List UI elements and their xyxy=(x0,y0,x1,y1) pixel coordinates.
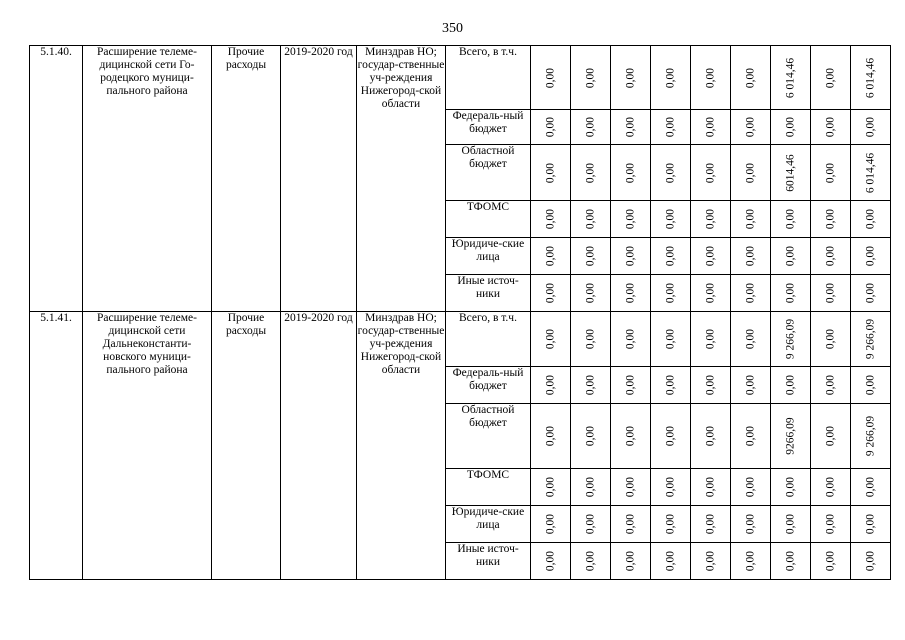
cell-value: 0,00 xyxy=(704,328,716,350)
value-cell xyxy=(691,145,731,201)
cell-value: 0,00 xyxy=(624,425,636,447)
value-cell xyxy=(851,201,891,238)
cell-value: 0,00 xyxy=(864,513,876,535)
value-cell xyxy=(531,469,571,506)
cell-value: 6 014,46 xyxy=(864,57,876,98)
value-cell xyxy=(771,312,811,367)
cell-value: 0,00 xyxy=(704,374,716,396)
value-cell xyxy=(531,46,571,110)
value-cell xyxy=(691,469,731,506)
source-legal-label: Юридиче-ские лица xyxy=(446,238,531,275)
value-cell xyxy=(651,145,691,201)
value-cell xyxy=(731,46,771,110)
source-tfoms-label: ТФОМС xyxy=(446,469,531,506)
value-cell xyxy=(811,469,851,506)
cell-value: 0,00 xyxy=(624,282,636,304)
cell-value: 0,00 xyxy=(824,425,836,447)
cell-value: 0,00 xyxy=(864,550,876,572)
value-cell xyxy=(611,46,651,110)
cell-value: 0,00 xyxy=(664,328,676,350)
cell-value: 0,00 xyxy=(704,282,716,304)
value-cell xyxy=(811,312,851,367)
value-cell xyxy=(651,312,691,367)
cell-value: 0,00 xyxy=(624,513,636,535)
cell-value: 0,00 xyxy=(544,116,556,138)
cell-value: 0,00 xyxy=(664,425,676,447)
value-cell xyxy=(531,145,571,201)
value-cell xyxy=(731,145,771,201)
cell-value: 0,00 xyxy=(624,245,636,267)
source-federal-label: Федераль-ный бюджет xyxy=(446,110,531,145)
value-cell xyxy=(691,543,731,580)
cell-value: 0,00 xyxy=(544,374,556,396)
cell-value: 0,00 xyxy=(864,116,876,138)
cell-value: 6 014,46 xyxy=(864,152,876,193)
value-cell xyxy=(651,275,691,312)
cell-value: 0,00 xyxy=(584,245,596,267)
value-cell xyxy=(731,543,771,580)
cell-value: 0,00 xyxy=(544,208,556,230)
value-cell xyxy=(851,145,891,201)
value-cell xyxy=(691,110,731,145)
value-cell xyxy=(651,110,691,145)
value-cell xyxy=(571,110,611,145)
source-regional-label: Областной бюджет xyxy=(446,145,531,201)
value-cell xyxy=(851,469,891,506)
project-name: Расширение телеме-дицинской сети Дальнеконстанти-новского муници-пального района xyxy=(83,312,212,580)
cell-value: 0,00 xyxy=(664,513,676,535)
value-cell xyxy=(531,506,571,543)
value-cell xyxy=(611,238,651,275)
source-federal-label: Федераль-ный бюджет xyxy=(446,367,531,404)
cell-value: 0,00 xyxy=(704,162,716,183)
cell-value: 0,00 xyxy=(744,550,756,572)
value-cell xyxy=(731,201,771,238)
value-cell xyxy=(651,367,691,404)
cell-value: 0,00 xyxy=(544,162,556,183)
cell-value: 0,00 xyxy=(824,282,836,304)
cell-value: 0,00 xyxy=(784,208,796,230)
cell-value: 0,00 xyxy=(744,162,756,183)
source-legal-label: Юридиче-ские лица xyxy=(446,506,531,543)
value-cell xyxy=(811,145,851,201)
cell-value: 0,00 xyxy=(704,116,716,138)
value-cell xyxy=(651,506,691,543)
value-cell xyxy=(771,110,811,145)
cell-value: 0,00 xyxy=(544,425,556,447)
value-cell xyxy=(611,404,651,469)
page-number: 350 xyxy=(442,21,463,36)
cell-value: 0,00 xyxy=(704,208,716,230)
value-cell xyxy=(691,275,731,312)
budget-table xyxy=(29,45,891,580)
value-cell xyxy=(571,46,611,110)
project-period: 2019-2020 год xyxy=(281,46,357,312)
value-cell xyxy=(571,469,611,506)
cell-value: 0,00 xyxy=(744,67,756,88)
value-cell xyxy=(611,110,651,145)
value-cell xyxy=(611,543,651,580)
cell-value: 0,00 xyxy=(664,67,676,88)
value-cell xyxy=(731,367,771,404)
cell-value: 9 266,09 xyxy=(864,415,876,457)
cell-value: 0,00 xyxy=(824,162,836,183)
cell-value: 0,00 xyxy=(544,513,556,535)
cell-value: 0,00 xyxy=(704,550,716,572)
source-regional-label: Областной бюджет xyxy=(446,404,531,469)
value-cell xyxy=(691,404,731,469)
project-executor: Минздрав НО; государ-ственные уч-реждения Нижегород-ской области xyxy=(357,46,446,312)
value-cell xyxy=(651,238,691,275)
value-cell xyxy=(731,404,771,469)
cell-value: 0,00 xyxy=(664,245,676,267)
cell-value: 0,00 xyxy=(824,245,836,267)
cell-value: 0,00 xyxy=(584,425,596,447)
cell-value: 9 266,09 xyxy=(864,318,876,360)
value-cell xyxy=(571,238,611,275)
cell-value: 0,00 xyxy=(664,208,676,230)
cell-value: 0,00 xyxy=(584,374,596,396)
value-cell xyxy=(571,506,611,543)
value-cell xyxy=(731,238,771,275)
cell-value: 0,00 xyxy=(744,116,756,138)
value-cell xyxy=(811,543,851,580)
cell-value: 0,00 xyxy=(744,208,756,230)
cell-value: 0,00 xyxy=(744,513,756,535)
cell-value: 0,00 xyxy=(824,374,836,396)
cell-value: 0,00 xyxy=(864,282,876,304)
value-cell xyxy=(611,201,651,238)
value-cell xyxy=(811,238,851,275)
cell-value: 0,00 xyxy=(784,282,796,304)
value-cell xyxy=(771,201,811,238)
value-cell xyxy=(651,46,691,110)
cell-value: 0,00 xyxy=(784,116,796,138)
table-body xyxy=(30,46,891,580)
value-cell xyxy=(771,145,811,201)
value-cell xyxy=(811,404,851,469)
cell-value: 0,00 xyxy=(744,328,756,350)
value-cell xyxy=(531,367,571,404)
value-cell xyxy=(571,312,611,367)
value-cell xyxy=(571,543,611,580)
cell-value: 0,00 xyxy=(584,550,596,572)
cell-value: 0,00 xyxy=(664,476,676,498)
value-cell xyxy=(691,367,731,404)
value-cell xyxy=(851,275,891,312)
value-cell xyxy=(851,238,891,275)
cell-value: 0,00 xyxy=(584,282,596,304)
cell-value: 0,00 xyxy=(544,550,556,572)
cell-value: 0,00 xyxy=(704,245,716,267)
value-cell xyxy=(691,506,731,543)
cell-value: 9266,09 xyxy=(784,417,796,455)
cell-value: 0,00 xyxy=(664,162,676,183)
value-cell xyxy=(571,367,611,404)
cell-value: 0,00 xyxy=(624,374,636,396)
cell-value: 0,00 xyxy=(664,374,676,396)
project-executor: Минздрав НО; государ-ственные уч-реждения Нижегород-ской области xyxy=(357,312,446,580)
cell-value: 0,00 xyxy=(624,550,636,572)
value-cell xyxy=(691,201,731,238)
value-cell xyxy=(771,404,811,469)
cell-value: 0,00 xyxy=(744,245,756,267)
table-row xyxy=(30,46,891,110)
cell-value: 0,00 xyxy=(584,162,596,183)
cell-value: 0,00 xyxy=(584,513,596,535)
value-cell xyxy=(731,312,771,367)
value-cell xyxy=(611,367,651,404)
value-cell xyxy=(691,46,731,110)
cell-value: 0,00 xyxy=(544,67,556,88)
value-cell xyxy=(571,201,611,238)
cell-value: 9 266,09 xyxy=(784,318,796,360)
cell-value: 0,00 xyxy=(624,162,636,183)
value-cell xyxy=(771,506,811,543)
cell-value: 0,00 xyxy=(584,476,596,498)
value-cell xyxy=(571,145,611,201)
cell-value: 0,00 xyxy=(744,476,756,498)
project-name: Расширение телеме-дицинской сети Го-родецкого муници-пального района xyxy=(83,46,212,312)
cell-value: 0,00 xyxy=(744,282,756,304)
value-cell xyxy=(651,201,691,238)
value-cell xyxy=(851,110,891,145)
cell-value: 0,00 xyxy=(544,282,556,304)
cell-value: 0,00 xyxy=(584,208,596,230)
cell-value: 0,00 xyxy=(624,328,636,350)
value-cell xyxy=(851,404,891,469)
cell-value: 0,00 xyxy=(824,67,836,88)
cell-value: 0,00 xyxy=(624,67,636,88)
project-number: 5.1.40. xyxy=(30,46,83,312)
cell-value: 0,00 xyxy=(824,328,836,350)
value-cell xyxy=(611,145,651,201)
expense-type: Прочие расходы xyxy=(212,46,281,312)
cell-value: 0,00 xyxy=(784,550,796,572)
value-cell xyxy=(811,110,851,145)
cell-value: 0,00 xyxy=(704,67,716,88)
cell-value: 0,00 xyxy=(864,374,876,396)
value-cell xyxy=(611,312,651,367)
cell-value: 0,00 xyxy=(824,208,836,230)
value-cell xyxy=(571,404,611,469)
value-cell xyxy=(531,275,571,312)
value-cell xyxy=(851,543,891,580)
value-cell xyxy=(651,543,691,580)
value-cell xyxy=(811,46,851,110)
value-cell xyxy=(771,543,811,580)
cell-value: 0,00 xyxy=(584,328,596,350)
source-total-label: Всего, в т.ч. xyxy=(446,46,531,110)
cell-value: 0,00 xyxy=(784,245,796,267)
table-row xyxy=(30,312,891,367)
value-cell xyxy=(731,275,771,312)
cell-value: 0,00 xyxy=(544,245,556,267)
source-total-label: Всего, в т.ч. xyxy=(446,312,531,367)
cell-value: 0,00 xyxy=(584,67,596,88)
project-period: 2019-2020 год xyxy=(281,312,357,580)
cell-value: 0,00 xyxy=(784,513,796,535)
value-cell xyxy=(651,404,691,469)
cell-value: 0,00 xyxy=(664,282,676,304)
cell-value: 0,00 xyxy=(824,116,836,138)
cell-value: 0,00 xyxy=(824,513,836,535)
value-cell xyxy=(731,469,771,506)
value-cell xyxy=(811,275,851,312)
cell-value: 0,00 xyxy=(544,476,556,498)
cell-value: 0,00 xyxy=(744,374,756,396)
source-other-label: Иные источ-ники xyxy=(446,275,531,312)
value-cell xyxy=(771,367,811,404)
cell-value: 6014,46 xyxy=(784,153,796,192)
cell-value: 0,00 xyxy=(664,550,676,572)
value-cell xyxy=(691,238,731,275)
value-cell xyxy=(531,238,571,275)
value-cell xyxy=(731,506,771,543)
cell-value: 0,00 xyxy=(544,328,556,350)
value-cell xyxy=(531,312,571,367)
value-cell xyxy=(771,46,811,110)
value-cell xyxy=(611,506,651,543)
expense-type: Прочие расходы xyxy=(212,312,281,580)
value-cell xyxy=(771,238,811,275)
value-cell xyxy=(851,367,891,404)
value-cell xyxy=(531,110,571,145)
value-cell xyxy=(811,201,851,238)
value-cell xyxy=(531,201,571,238)
cell-value: 0,00 xyxy=(864,476,876,498)
value-cell xyxy=(691,312,731,367)
value-cell xyxy=(851,312,891,367)
value-cell xyxy=(531,404,571,469)
value-cell xyxy=(651,469,691,506)
cell-value: 0,00 xyxy=(704,425,716,447)
cell-value: 0,00 xyxy=(824,476,836,498)
cell-value: 0,00 xyxy=(624,116,636,138)
cell-value: 0,00 xyxy=(784,476,796,498)
cell-value: 6 014,46 xyxy=(784,57,796,98)
cell-value: 0,00 xyxy=(704,513,716,535)
value-cell xyxy=(731,110,771,145)
value-cell xyxy=(771,275,811,312)
cell-value: 0,00 xyxy=(864,208,876,230)
source-other-label: Иные источ-ники xyxy=(446,543,531,580)
cell-value: 0,00 xyxy=(824,550,836,572)
project-number: 5.1.41. xyxy=(30,312,83,580)
value-cell xyxy=(611,469,651,506)
value-cell xyxy=(811,506,851,543)
cell-value: 0,00 xyxy=(784,374,796,396)
cell-value: 0,00 xyxy=(864,245,876,267)
value-cell xyxy=(531,543,571,580)
value-cell xyxy=(571,275,611,312)
cell-value: 0,00 xyxy=(624,476,636,498)
cell-value: 0,00 xyxy=(664,116,676,138)
cell-value: 0,00 xyxy=(744,425,756,447)
source-tfoms-label: ТФОМС xyxy=(446,201,531,238)
cell-value: 0,00 xyxy=(584,116,596,138)
value-cell xyxy=(811,367,851,404)
cell-value: 0,00 xyxy=(624,208,636,230)
value-cell xyxy=(851,46,891,110)
value-cell xyxy=(611,275,651,312)
value-cell xyxy=(771,469,811,506)
cell-value: 0,00 xyxy=(704,476,716,498)
value-cell xyxy=(851,506,891,543)
